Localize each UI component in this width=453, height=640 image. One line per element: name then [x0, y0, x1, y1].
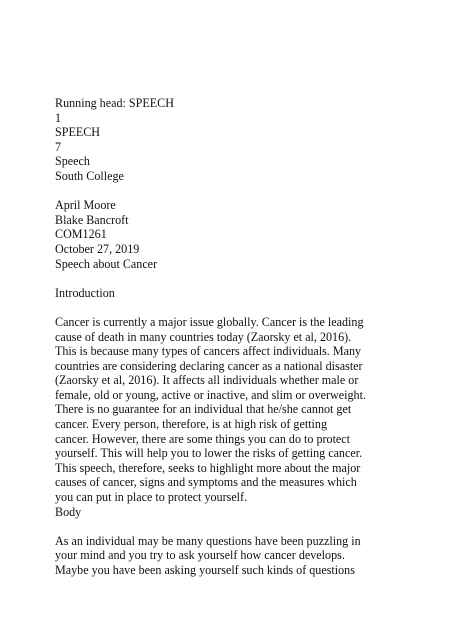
paragraph-line: This is because many types of cancers affect individuals. Many [55, 344, 362, 359]
document-title: Speech [55, 154, 90, 169]
short-title: SPEECH [55, 125, 101, 140]
document-date: October 27, 2019 [55, 241, 140, 256]
paragraph-line: you can put in place to protect yourself. [55, 490, 248, 505]
section-heading-body: Body [55, 504, 82, 519]
paragraph-line: This speech, therefore, seeks to highlight more about the major [55, 460, 361, 475]
paragraph-line: Maybe you have been asking yourself such kinds of questions [55, 563, 355, 577]
spacer [55, 519, 415, 534]
paragraph-line: countries are considering declaring cancer as a national disaster [55, 358, 363, 373]
paragraph-line: cancer. However, there are some things you can do to protect [55, 431, 351, 446]
paragraph-line: female, old or young, active or inactive, and slim or overweight. [55, 387, 366, 402]
paragraph-line: There is no guarantee for an individual that he/she cannot get [55, 402, 352, 417]
page-number: 7 [55, 139, 62, 154]
paragraph-line: cause of death in many countries today (Zaorsky et al, 2016). [55, 329, 352, 344]
author-name: Blake Bancroft [55, 212, 129, 227]
spacer [55, 300, 415, 315]
paragraph-line: causes of cancer, signs and symptoms and the measures which [55, 475, 357, 490]
spacer [55, 184, 415, 199]
spacer [55, 271, 415, 286]
paragraph-line: Cancer is currently a major issue globally. Cancer is the leading [55, 314, 364, 329]
paragraph-line: yourself. This will help you to lower the risks of getting cancer. [55, 446, 363, 461]
course-code: COM1261 [55, 227, 107, 242]
paragraph-line: cancer. Every person, therefore, is at high risk of getting [55, 417, 328, 432]
instructor-name: April Moore [55, 198, 116, 213]
speech-topic: Speech about Cancer [55, 256, 158, 271]
institution: South College [55, 168, 124, 183]
paragraph-line: (Zaorsky et al, 2016). It affects all individuals whether male or [55, 373, 359, 388]
running-head: Running head: SPEECH [55, 96, 174, 110]
paragraph-line: your mind and you try to ask yourself how cancer develops. [55, 548, 345, 563]
document-text [55, 96, 415, 578]
paragraph-line: As an individual may be many questions have been puzzling in [55, 533, 361, 548]
section-heading-introduction: Introduction [55, 285, 115, 300]
page-number: 1 [55, 110, 62, 125]
